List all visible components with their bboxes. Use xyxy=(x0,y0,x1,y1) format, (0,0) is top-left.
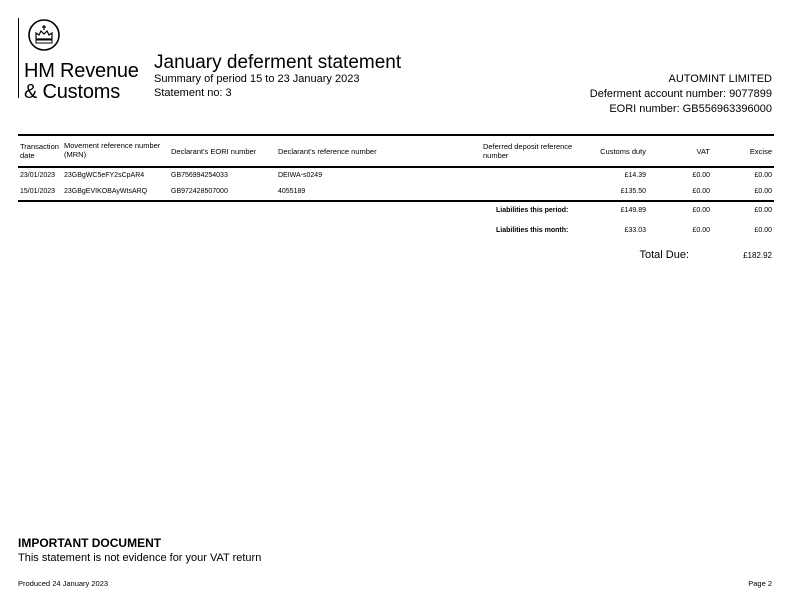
total-due-label: Total Due: xyxy=(639,249,689,261)
important-document-notice: This statement is not evidence for your VAT return xyxy=(18,552,262,564)
produced-date: Produced 24 January 2023 xyxy=(18,579,109,588)
column-header-text: date xyxy=(20,151,35,160)
important-document-title: IMPORTANT DOCUMENT xyxy=(18,536,162,550)
crown-crest-icon xyxy=(27,18,61,52)
liabilities-period-excise: £0.00 xyxy=(754,207,772,214)
cell-customs-duty: £14.39 xyxy=(624,172,646,179)
cell-mrn: 23GBgEVIKOBAyWtsARQ xyxy=(64,188,148,195)
company-name: AUTOMINT LIMITED xyxy=(668,73,772,85)
column-header-declarant-reference: Declarant's reference number xyxy=(278,147,377,156)
column-header-text: Deferred deposit reference xyxy=(483,142,573,151)
liabilities-month-excise: £0.00 xyxy=(754,227,772,234)
logo-divider xyxy=(18,18,19,98)
total-due-value: £182.92 xyxy=(743,251,772,260)
eori-number: EORI number: GB556963396000 xyxy=(609,103,772,115)
cell-excise: £0.00 xyxy=(754,188,772,195)
period-summary: Summary of period 15 to 23 January 2023 xyxy=(154,73,360,85)
header-rule xyxy=(18,166,774,168)
deferment-account-number: Deferment account number: 9077899 xyxy=(589,88,772,100)
liabilities-month-customs: £33.03 xyxy=(624,227,646,234)
liabilities-period-label: Liabilities this period: xyxy=(496,207,569,214)
column-header-declarant-eori: Declarant's EORI number xyxy=(171,147,257,156)
cell-mrn: 23GBgWC5eFY2sCpAR4 xyxy=(64,172,145,179)
brand-name-line1: HM Revenue xyxy=(24,60,139,82)
cell-declarant-reference: DEIWA-s0249 xyxy=(278,172,323,179)
column-header-mrn xyxy=(64,141,160,159)
cell-eori: GB972428507000 xyxy=(171,188,228,195)
liabilities-month-vat: £0.00 xyxy=(692,227,710,234)
column-header-text: number xyxy=(483,151,509,160)
liabilities-month-label: Liabilities this month: xyxy=(496,227,569,234)
column-header-vat: VAT xyxy=(696,147,710,156)
column-header-deferred-deposit-reference xyxy=(483,142,572,160)
cell-vat: £0.00 xyxy=(692,188,710,195)
page-number: Page 2 xyxy=(748,579,772,588)
liabilities-period-vat: £0.00 xyxy=(692,207,710,214)
cell-date: 23/01/2023 xyxy=(20,172,56,179)
cell-excise: £0.00 xyxy=(754,172,772,179)
column-header-text: (MRN) xyxy=(64,150,87,159)
cell-date: 15/01/2023 xyxy=(20,188,56,195)
column-header-customs-duty: Customs duty xyxy=(600,147,646,156)
column-header-transaction-date xyxy=(20,142,59,160)
brand-name-line2: & Customs xyxy=(24,81,121,103)
table-top-rule xyxy=(18,134,774,136)
cell-vat: £0.00 xyxy=(692,172,710,179)
cell-customs-duty: £135.50 xyxy=(620,188,646,195)
column-header-text: Movement reference number xyxy=(64,141,161,150)
column-header-excise: Excise xyxy=(749,147,772,156)
table-bottom-rule xyxy=(18,200,774,202)
column-header-text: Transaction xyxy=(20,142,59,151)
page-title: January deferment statement xyxy=(154,52,402,73)
cell-eori: GB756994254033 xyxy=(171,172,228,179)
statement-number: Statement no: 3 xyxy=(154,87,232,99)
cell-declarant-reference: 4055189 xyxy=(278,188,306,195)
liabilities-period-customs: £149.89 xyxy=(620,207,646,214)
